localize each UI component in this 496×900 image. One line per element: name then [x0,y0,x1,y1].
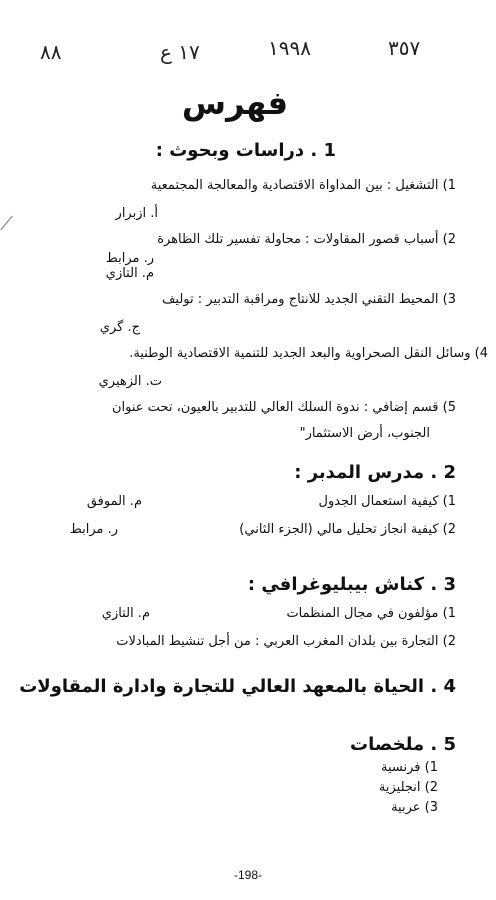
section-1-item-3: 3) المحيط التقني الجديد للانتاج ومراقبة التدبير : توليف [161,292,456,307]
section-5-item-1: 1) فرنسية [381,760,438,775]
page-title-block [120,84,350,134]
handwritten-number-1: ٨٨ [40,40,62,64]
handwritten-number-2: ١٧ ع [160,40,200,64]
section-3-heading: 3 . كناش بيبليوغرافي : [247,574,456,595]
section-1-item-1: 1) التشغيل : بين المداواة الاقتصادية والمعالجة المجتمعية [150,178,456,193]
section-1-item-2-author-2: م. التازي [105,266,154,281]
section-1-item-4: 4) وسائل النقل الصحراوية والبعد الجديد للتنمية الاقتصادية الوطنية. [129,346,488,361]
section-1-item-3-author: ج. گري [99,320,140,335]
section-5-item-3: 3) عربية [391,800,438,815]
section-2-heading: 2 . مدرس المدبر : [294,462,456,483]
section-2-item-1-author: م. الموفق [86,494,142,509]
handwritten-number-3: ١٩٩٨ [268,36,311,60]
section-5-heading: 5 . ملخصات [350,734,456,755]
section-1-item-2: 2) أسباب قصور المقاولات : محاولة تفسير تلك الظاهرة [157,232,456,247]
page-number: -198- [233,868,262,882]
section-2-item-2: 2) كيفية انجاز تحليل مالي (الجزء الثاني) [239,522,456,537]
section-1-item-5: 5) قسم إضافي : ندوة السلك العالي للتدبير بالعيون، تحت عنوان [112,400,456,415]
handwritten-number-4: ٣٥٧ [388,36,421,60]
section-2-item-2-author: ر. مرابط [69,522,118,537]
section-1-item-4-author: ت. الزهيري [98,374,162,389]
section-1-item-1-author: أ. ازبرار [115,206,158,221]
section-1-item-2-author-1: ر. مرابط [105,251,154,266]
section-1-heading: 1 . دراسات وبحوث : [155,140,336,161]
section-1-item-5-line-2: الجنوب، أرض الاستثمار" [299,426,430,441]
section-4-heading: 4 . الحياة بالمعهد العالي للتجارة وادارة المقاولات [19,676,456,697]
section-5-item-2: 2) انجليزية [378,780,438,795]
page-title: فهرس [181,84,289,122]
section-3-item-1-author: م. التازي [101,606,150,621]
section-3-item-2: 2) التجارة بين بلدان المغرب العربي : من أجل تنشيط المبادلات [116,634,456,649]
margin-stroke [0,216,12,230]
section-2-item-1: 1) كيفية استعمال الجدول [318,494,456,509]
section-3-item-1: 1) مؤلفون في مجال المنظمات [286,606,456,621]
